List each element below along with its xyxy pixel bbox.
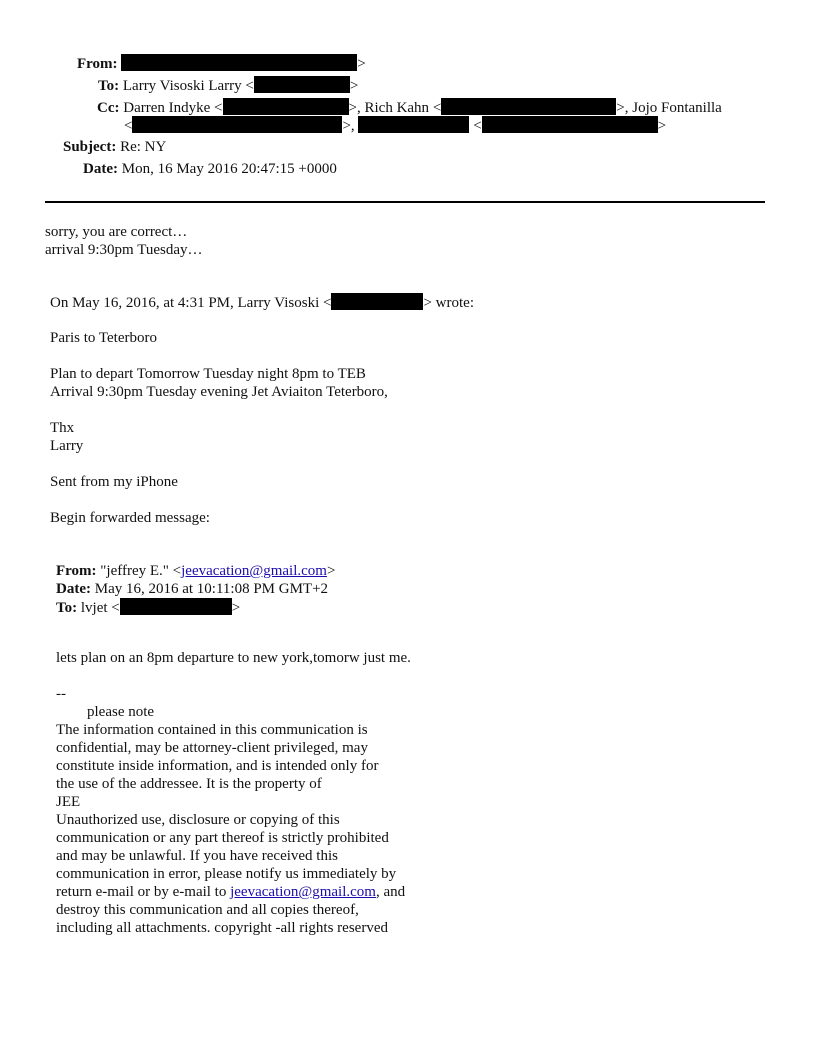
redaction-box [132, 116, 342, 133]
sig-line: The information contained in this communication is [56, 722, 368, 738]
fwd-to-label: To: [56, 600, 78, 616]
cc-name-3: Jojo Fontanilla [632, 100, 722, 116]
quote-line: Larry [50, 438, 84, 454]
quote-line: Sent from my iPhone [50, 474, 178, 490]
quote-line: Plan to depart Tomorrow Tuesday night 8pm to TEB [50, 366, 366, 382]
from-label: From: [77, 56, 118, 72]
header-cc-row: Cc: Darren Indyke < >, Rich Kahn < >, Jojo Fontanilla [97, 100, 722, 116]
header-to-row: To: Larry Visoski Larry < > [98, 78, 359, 94]
redaction-box [441, 98, 616, 115]
fwd-to-row: To: lvjet < > [56, 600, 241, 616]
redaction-box [223, 98, 349, 115]
sig-dashes: -- [56, 686, 66, 702]
sig-line: communication in error, please notify us immediately by [56, 866, 397, 882]
sig-email-link[interactable]: jeevacation@gmail.com [230, 884, 376, 900]
sig-line: the use of the addressee. It is the property of [56, 776, 322, 792]
reply-line-2: arrival 9:30pm Tuesday… [45, 242, 203, 258]
fwd-from-email-link[interactable]: jeevacation@gmail.com [181, 563, 327, 579]
sig-line: JEE [56, 794, 81, 810]
redaction-box [331, 293, 423, 310]
header-from-row: From: > [77, 56, 366, 72]
sig-note: please note [87, 704, 155, 720]
redaction-box [120, 598, 232, 615]
fwd-from-label: From: [56, 563, 97, 579]
sig-line: confidential, may be attorney-client privileged, may [56, 740, 368, 756]
header-date-row [83, 160, 337, 178]
sig-line: and may be unlawful. If you have received this [56, 848, 338, 864]
sig-line: return e-mail or by e-mail to jeevacation@gmail.com, and [56, 884, 406, 900]
date-label: Date: [83, 161, 118, 177]
to-label: To: [98, 78, 120, 94]
quote-line: Thx [50, 420, 75, 436]
cc-name-1: Darren Indyke [123, 100, 211, 116]
sig-line: constitute inside information, and is intended only for [56, 758, 379, 774]
cc-label: Cc: [97, 100, 120, 116]
sig-line: communication or any part thereof is strictly prohibited [56, 830, 389, 846]
quote-attribution: On May 16, 2016, at 4:31 PM, Larry Visoski < > wrote: [50, 295, 474, 311]
cc-name-2: Rich Kahn [364, 100, 430, 116]
sig-line: including all attachments. copyright -all rights reserved [56, 920, 388, 936]
subject-value: Re: NY [120, 139, 167, 155]
redaction-box [358, 116, 469, 133]
fwd-date-label: Date: [56, 581, 91, 597]
to-name: Larry Visoski Larry [122, 78, 242, 94]
header-subject-row [63, 138, 166, 156]
sig-line: Unauthorized use, disclosure or copying of this [56, 812, 340, 828]
sig-line: destroy this communication and all copies thereof, [56, 902, 359, 918]
quote-line: Begin forwarded message: [50, 510, 210, 526]
date-value: Mon, 16 May 2016 20:47:15 +0000 [121, 161, 337, 177]
header-divider [45, 201, 765, 203]
redaction-box [254, 76, 350, 93]
header-cc-row-2: < >, < > [124, 118, 667, 134]
reply-line-1: sorry, you are correct… [45, 224, 188, 240]
subject-label: Subject: [63, 139, 117, 155]
quote-line: Paris to Teterboro [50, 330, 157, 346]
redaction-box [121, 54, 357, 71]
fwd-body: lets plan on an 8pm departure to new york,tomorw just me. [56, 650, 411, 666]
fwd-from-row: From: "jeffrey E." <jeevacation@gmail.com> [56, 563, 336, 579]
redaction-box [482, 116, 658, 133]
fwd-date-row: Date: May 16, 2016 at 10:11:08 PM GMT+2 [56, 581, 329, 597]
quote-line: Arrival 9:30pm Tuesday evening Jet Aviaiton Teterboro, [50, 384, 388, 400]
